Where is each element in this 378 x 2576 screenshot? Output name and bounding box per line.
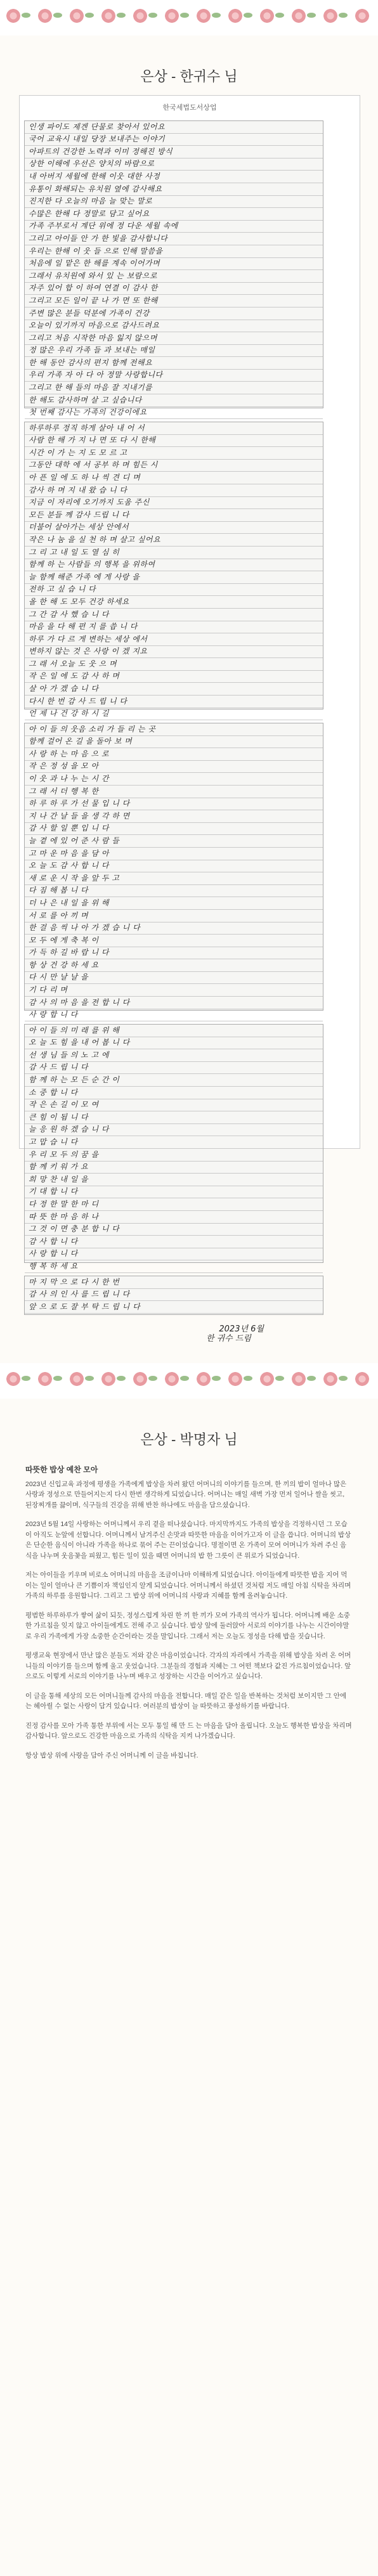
flower-border [0,0,378,36]
manuscript-line [25,1087,323,1099]
manuscript-line [25,1149,323,1162]
manuscript-line [25,1236,323,1248]
manuscript-page-4 [24,1024,323,1271]
manuscript-line-text: 인생 파이도 제겐 단물로 찾아서 있어요 [29,122,166,131]
manuscript-line-text: 서 로 를 아 끼 며 [29,910,89,920]
manuscript-line [25,1062,323,1075]
manuscript-line-text: 오 늘 도 감 사 합 니 다 [29,861,109,871]
manuscript-line-text: 우리 가족 자 아 다 아 정말 사랑합니다 [29,370,163,380]
manuscript-line [25,146,323,159]
manuscript-line [25,571,323,584]
manuscript-line-text: 국어 교육시 내일 당장 보내주는 이야기 [29,134,166,144]
manuscript-line-text: 함 께 하 는 모 든 순 간 이 [29,1075,120,1084]
manuscript-line-text: 오 늘 도 힘 을 내 어 봅 니 다 [29,1038,130,1047]
manuscript-line [25,121,323,134]
manuscript-line [25,258,323,271]
manuscript-line-text: 다시 한 번 감 사 드 립 니 다 [29,696,127,706]
letter-date: 2023년 6월 [219,1324,264,1334]
manuscript-line [25,1260,323,1273]
manuscript-line-text: 사 랑 합 니 다 [29,1249,78,1259]
manuscript-line [25,848,323,860]
manuscript-line-text: 감 사 드 립 니 다 [29,1063,89,1072]
manuscript-line-text: 고 마 운 마 음 을 담 아 [29,848,109,858]
manuscript-line [25,658,323,671]
manuscript-line-text: 감사 하 며 지 내 왔 습 니 다 [29,485,127,495]
manuscript-line-text: 수많은 한해 다 정말로 담고 싶어요 [29,209,150,218]
essay-paragraph: 평범한 하루하루가 쌓여 삶이 되듯, 정성스럽게 차린 한 끼 한 끼가 모여 가족의 역사가 됩니다. 어머니께 배운 소중한 가르침을 잊지 않고 아이들에게도 전해 주고 싶습니다. 밥상 앞에 둘러앉아 서로의 이야기를 나누는 시간이야말로 우리 가족에게 가장 소중한 순간이라는 것을 말입니다. 그래서 저는 오늘도 정성을 다해 밥을 짓습니다. [25,1611,350,1640]
manuscript-line-text: 사 랑 하 는 마 음 으 로 [29,749,109,758]
manuscript-line [25,283,323,295]
manuscript-line-text: 소 중 합 니 다 [29,1087,78,1097]
manuscript-page-2 [24,422,323,718]
manuscript-line-text: 작 은 손 길 이 모 여 [29,1100,99,1110]
manuscript-line [25,683,323,696]
section-title-silver-1: 은상 - 한귀수 님 [140,68,238,84]
manuscript-line-text: 다 정 한 말 한 마 디 [29,1199,99,1208]
manuscript-line [25,723,323,736]
manuscript-page-1 [24,120,323,417]
manuscript-line [25,370,323,382]
manuscript-line-text: 그동안 대학 에 서 공부 하 며 힘든 시 [29,460,158,470]
manuscript-line-text: 한 해 동안 감사의 편지 함께 전해요 [29,358,153,367]
manuscript-line-text: 시간 이 가 는 지 도 모 르 고 [29,448,127,457]
manuscript-line-text: 기 대 합 니 다 [29,1187,78,1196]
manuscript-line [25,872,323,885]
manuscript-line [25,621,323,634]
manuscript-line [25,245,323,258]
manuscript-line [25,183,323,196]
manuscript-line [25,696,323,708]
essay-paragraph: 2023년 5월 14일 사랑하는 어머니께서 우리 곁을 떠나셨습니다. 마지막까지도 가족의 밥상을 걱정하시던 그 모습이 아직도 눈앞에 선합니다. 어머니께서 남겨주신 손맛과 따뜻한 마음을 이어가고자 이 글을 씁니다. 어머니의 밥상은 단순한 음식이 아니라 가족을 하나로 묶어 주는 끈이었습니다. 명절이면 온 가족이 모여 어머니가 차려 주신 음식을 나누며 웃음꽃을 피웠고, 힘든 일이 있을 때면 어머니의 밥 한 그릇이 큰 위로가 되었습니다. [25,1520,351,1560]
manuscript-line-text: 주변 많은 분들 덕분에 가족이 건강 [29,308,150,318]
manuscript-line [25,584,323,597]
manuscript-line-text: 정 많은 우리 가족 들 과 보내는 매일 [29,346,155,355]
manuscript-line-text: 내 아버지 세월에 한해 이웃 대한 사정 [29,171,160,181]
manuscript-line [25,134,323,146]
manuscript-line [25,786,323,798]
essay-paragraph: 항상 밥상 위에 사랑을 담아 주신 어머니께 이 글을 바칩니다. [25,1751,199,1759]
manuscript-line [25,472,323,484]
manuscript-line-text: 상한 이해에 우선은 양치의 바람으로 [29,159,155,169]
middle-banner [0,1363,378,1399]
manuscript-line-text: 처음에 일 맡은 한 해를 계속 이어가며 [29,259,160,268]
manuscript-line [25,708,323,721]
manuscript-line-text: 첫 번째 감사는 가족의 건강이에요 [29,408,147,417]
manuscript-line-text: 그리고 처음 시작한 마음 잃지 않으며 [29,333,157,342]
manuscript-line [25,671,323,683]
manuscript-line [25,972,323,985]
manuscript-line-text: 감 사 의 마 음 을 전 합 니 다 [29,997,130,1007]
manuscript-line-text: 기 다 리 며 [29,985,68,995]
manuscript-line [25,270,323,283]
manuscript-line-text: 오늘이 있기까지 마음으로 감사드려요 [29,321,160,330]
manuscript-line-text: 따 뜻 한 마 음 하 나 [29,1212,99,1221]
manuscript-line-text: 감 사 할 일 뿐 입 니 다 [29,824,109,833]
manuscript-line [25,922,323,935]
manuscript-line-text: 가족 주부로서 계단 위에 정 다운 세월 속에 [29,221,178,231]
manuscript-line [25,823,323,836]
manuscript-line-text: 그 리 고 내 일 도 열 심 히 [29,547,120,557]
section-title-silver-2: 은상 - 박명자 님 [140,1432,238,1447]
manuscript-line-text: 그리고 아이들 안 가 한 빛을 감사합니다 [29,233,168,243]
manuscript-line-text: 다 시 만 날 날 을 [29,973,89,982]
manuscript-line-text: 그 것 이 면 충 분 합 니 다 [29,1224,120,1234]
manuscript-line-text: 우리는 한해 이 웃 들 으로 인해 말씀을 [29,246,163,256]
essay-body [25,1465,353,1770]
manuscript-line [25,1186,323,1199]
letter-header: 한국세법도서상업 [162,103,217,112]
manuscript-page-3 [24,723,323,1019]
manuscript-line-text: 모 두 에 게 축 복 이 [29,935,99,945]
manuscript-line-text: 더불어 살아가는 세상 안에서 [29,522,129,532]
manuscript-line-text: 작 은 정 성 을 모 아 [29,761,99,771]
manuscript-line-text: 선 생 님 들 의 노 고 에 [29,1050,109,1059]
manuscript-line [25,1211,323,1224]
manuscript-line [25,196,323,209]
manuscript-line-text: 사 랑 합 니 다 [29,1010,78,1019]
manuscript-line [25,345,323,358]
manuscript-line [25,460,323,472]
manuscript-line-text: 우 리 모 두 의 꿈 을 [29,1149,99,1159]
manuscript-line [25,1111,323,1124]
manuscript-line [25,1124,323,1137]
manuscript-line [25,159,323,171]
manuscript-line [25,208,323,221]
manuscript-line-text: 이 웃 과 나 누 는 시 간 [29,773,109,783]
manuscript-line [25,633,323,646]
essay-subhead: 따뜻한 밥상 예찬 모아 [25,1465,98,1474]
manuscript-line-text: 그리고 한 해 들의 마음 잘 지내기를 [29,383,153,392]
manuscript-line-text: 유통이 화해되는 유치원 옆에 감사해요 [29,184,162,193]
manuscript-line [25,997,323,1009]
manuscript-line [25,1174,323,1186]
manuscript-line [25,1224,323,1236]
manuscript-line-text: 희 망 찬 내 일 을 [29,1174,89,1184]
manuscript-line [25,773,323,786]
manuscript-line-text: 늘 곁 에 있 어 준 사 람 들 [29,836,120,845]
manuscript-line-text: 감 사 의 인 사 를 드 립 니 다 [29,1290,130,1299]
manuscript-line [25,959,323,972]
manuscript-line [25,748,323,761]
essay-paragraph: 평생교육 현장에서 만난 많은 분들도 저와 같은 마음이었습니다. 각자의 자리에서 가족을 위해 밥상을 차려 온 어머니들의 이야기를 들으며 함께 울고 웃었습니다. 그분들의 경험과 지혜는 그 어떤 책보다 값진 가르침이었습니다. 앞으로도 이렇게 서로의 이야기를 나누며 배우고 성장하는 시간을 이어가고 싶습니다. [25,1652,351,1680]
manuscript-line-text: 진지한 다 오늘의 마음 늘 맞는 말로 [29,197,153,206]
manuscript-line-text: 고 맙 습 니 다 [29,1137,78,1146]
manuscript-line [25,1009,323,1022]
manuscript-line-text: 한 걸 음 씩 나 아 가 겠 습 니 다 [29,923,141,933]
essay-paragraph: 2023년 신입교육 과정에 평생을 가족에게 밥상을 차려 왔던 어머니의 이야기를 들으며, 한 끼의 밥이 얼마나 많은 사랑과 정성으로 만들어지는지 다시 한번 생각하게 되었습니다. 어머니는 매일 새벽 가장 먼저 일어나 쌀을 씻고, 된장찌개를 끓이며, 식구들의 건강을 위해 반찬 하나에도 마음을 담으셨습니다. [25,1480,347,1509]
manuscript-line [25,897,323,910]
manuscript-line-text: 감 사 합 니 다 [29,1236,78,1246]
manuscript-line-text: 지금 이 자리에 오기까지 도움 주신 [29,498,150,507]
manuscript-line [25,382,323,394]
manuscript-line-text: 다 짐 해 봅 니 다 [29,886,89,895]
manuscript-line-text: 마 지 막 으 로 다 시 한 번 [29,1277,120,1286]
manuscript-line [25,885,323,898]
top-banner [0,0,378,36]
manuscript-line-text: 모든 분들 께 감사 드립 니 다 [29,510,129,519]
manuscript-line [25,547,323,559]
manuscript-line [25,534,323,547]
manuscript-line [25,596,323,609]
manuscript-line [25,522,323,534]
manuscript-line-text: 그리고 모든 일이 끝 나 가 면 또 한해 [29,295,158,305]
manuscript-line [25,357,323,370]
manuscript-page-5 [24,1276,323,1315]
essay-paragraph: 이 글을 통해 세상의 모든 어머니들께 감사의 마음을 전합니다. 매일 같은 일을 반복하는 것처럼 보이지만 그 안에는 헤아릴 수 없는 사랑이 담겨 있습니다. 여러분의 밥상이 늘 따뜻하고 풍성하기를 바랍니다. [25,1692,347,1710]
manuscript-line-text: 새 로 운 시 작 을 앞 두 고 [29,873,120,883]
manuscript-line-text: 가 득 하 길 바 랍 니 다 [29,948,109,957]
manuscript-line-text: 하루 가 다 르 게 변하는 세상 에서 [29,634,148,644]
manuscript-line [25,447,323,460]
manuscript-line [25,910,323,922]
manuscript-line [25,1162,323,1174]
manuscript-line-text: 아 픈 일 에 도 하 나 씩 견 디 며 [29,472,141,482]
manuscript-line [25,947,323,960]
manuscript-line-text: 언 제 나 건 강 하 시 길 [29,709,109,718]
manuscript-line-text: 변하지 않는 것 은 사랑 이 겠 지요 [29,647,148,656]
manuscript-line [25,307,323,320]
manuscript-line-text: 한 해도 감사하며 살 고 싶습니다 [29,395,142,405]
manuscript-line-text: 항 상 건 강 하 세 요 [29,960,99,969]
manuscript-line-text: 그 간 감 사 했 습 니 다 [29,609,109,619]
manuscript-line [25,810,323,823]
manuscript-line-text: 아 이 들 의 웃음 소리 가 들 리 는 곳 [29,724,156,734]
manuscript-line [25,798,323,811]
manuscript-line [25,1301,323,1314]
manuscript-line-text: 늘 응 원 하 겠 습 니 다 [29,1125,109,1134]
manuscript-line-text: 아파트의 건강한 노력과 이미 정해진 방식 [29,146,173,156]
manuscript-line-text: 지 나 간 날 들 을 생 각 하 면 [29,811,130,820]
letter-signature: 한 귀수 드림 [205,1334,251,1343]
manuscript-line [25,435,323,448]
manuscript-line-text: 행 복 하 세 요 [29,1261,78,1271]
manuscript-line [25,484,323,497]
manuscript-line [25,320,323,333]
manuscript-line [25,646,323,659]
manuscript-line-text: 늘 함께 해준 가족 에 게 사랑 을 [29,572,140,581]
manuscript-line [25,1248,323,1261]
manuscript-line-text: 작은 나 눔 을 실 천 하 며 살고 싶어요 [29,534,161,544]
manuscript-line-text: 함께 걸어 온 길 을 돌아 보 며 [29,737,133,746]
manuscript-line-text: 그 래 서 더 행 복 한 [29,786,99,796]
manuscript-line [25,935,323,947]
flower-border-2 [0,1363,378,1399]
manuscript-line-text: 큰 힘 이 됩 니 다 [29,1112,89,1122]
manuscript-line [25,1049,323,1062]
manuscript-line-text: 전하 고 싶 습 니 다 [29,585,96,594]
manuscript-line-text: 더 나 은 내 일 을 위 해 [29,898,109,907]
manuscript-line-text: 함께 하 는 사람들 의 행복 을 위하여 [29,560,155,569]
manuscript-line [25,1136,323,1149]
manuscript-line-text: 함 께 키 워 가 요 [29,1162,89,1172]
manuscript-line-text: 하루하루 정직 하게 살아 내 어 서 [29,423,145,432]
manuscript-line [25,984,323,997]
essay-paragraph: 진정 감사를 모아 가족 통한 부위에 서는 모두 통일 해 만 드 는 마음을 담아 올립니다. 오늘도 행복한 밥상을 차리며 감사합니다. 앞으로도 건강한 마음으로 가족의 식탁을 지켜 나가겠습니다. [25,1721,352,1740]
manuscript-line-text: 앞 으 로 도 잘 부 탁 드 립 니 다 [29,1302,141,1311]
essay-paragraph: 저는 아이들을 키우며 비로소 어머니의 마음을 조금이나마 이해하게 되었습니다. 아이들에게 따뜻한 밥을 지어 먹이는 일이 얼마나 큰 기쁨이자 책임인지 알게 되었습니다. 어머니께서 하셨던 것처럼 저도 매일 아침 식탁을 차리며 가족의 하루를 응원합니다. 그리고 그 밥상 위에 어머니의 사랑과 지혜를 함께 올려놓습니다. [25,1571,351,1600]
manuscript-line [25,1037,323,1050]
manuscript-line [25,761,323,773]
manuscript-line [25,1289,323,1302]
manuscript-line [25,559,323,572]
manuscript-line-text: 작 은 일 에 도 감 사 하 며 [29,671,120,681]
manuscript-line [25,1025,323,1037]
manuscript-line [25,509,323,522]
manuscript-line-text: 아 이 들 의 미 래 를 위 해 [29,1025,120,1035]
manuscript-line [25,860,323,873]
manuscript-line [25,422,323,435]
manuscript-line [25,295,323,307]
manuscript-line [25,233,323,245]
manuscript-line-text: 그 래 서 오늘 도 웃 으 며 [29,659,117,668]
manuscript-line-text: 마음 을 다 해 편 지 를 씁 니 다 [29,622,138,631]
manuscript-line [25,497,323,510]
manuscript-line [25,609,323,621]
manuscript-line-text: 살 아 가 겠 습 니 다 [29,684,99,694]
manuscript-line-text: 올 한 해 도 모두 건강 하세요 [29,597,129,606]
manuscript-line [25,1198,323,1211]
manuscript-line [25,835,323,848]
manuscript-line-text: 사람 한 해 가 지 나 면 또 다 시 한해 [29,436,156,445]
manuscript-line-text: 그래서 유치원에 와서 있 는 보람으로 [29,271,157,280]
manuscript-line [25,1099,323,1112]
manuscript-line [25,1074,323,1087]
manuscript-line [25,221,323,233]
manuscript-line-text: 자주 있어 합 이 하여 연결 이 감사 한 [29,283,158,293]
manuscript-line [25,171,323,183]
manuscript-line-text: 하 루 하 루 가 선 물 입 니 다 [29,799,130,808]
manuscript-line [25,407,323,420]
manuscript-line [25,394,323,407]
manuscript-line [25,736,323,749]
manuscript-line [25,332,323,345]
manuscript-line [25,1276,323,1289]
